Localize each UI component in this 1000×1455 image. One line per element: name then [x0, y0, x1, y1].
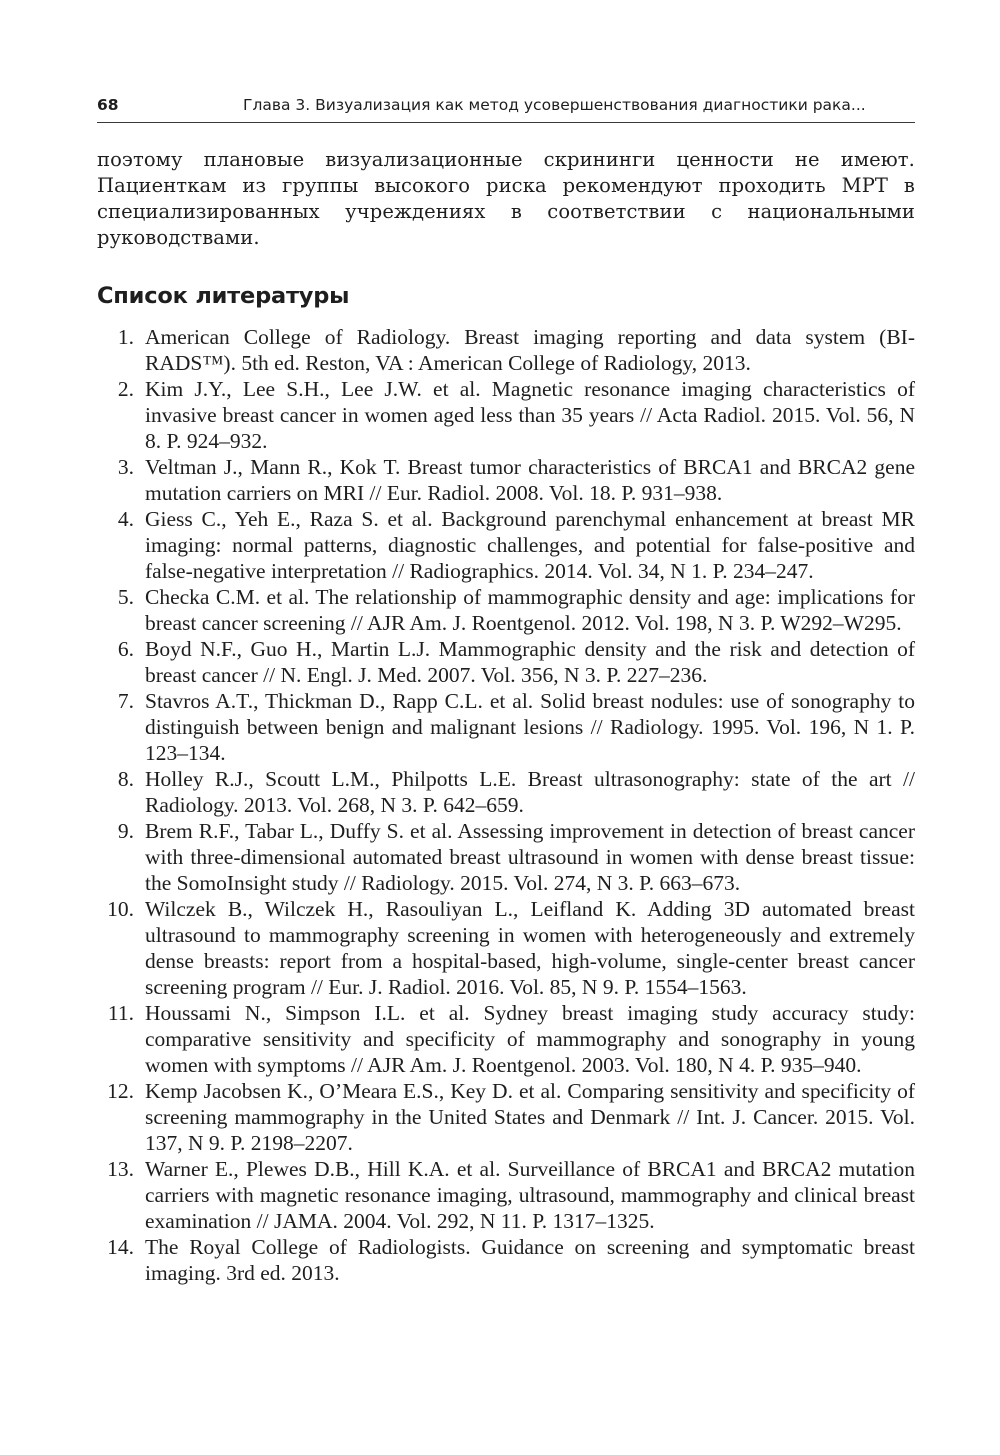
reference-text: Houssami N., Simpson I.L. et al. Sydney breast imaging study accuracy study: comparative sensitivity and specificity of mammography and sonography in young women with symptoms // AJR Am. J. Roentgenol. 2003. Vol. 180, N 4. P. 935–940. [145, 1001, 915, 1077]
reference-item [97, 584, 915, 636]
reference-number: 1. [117, 325, 134, 349]
reference-text: Holley R.J., Scoutt L.M., Philpotts L.E. Breast ultrasonography: state of the art // Radiology. 2013. Vol. 268, N 3. P. 642–659. [145, 767, 915, 817]
reference-text: Brem R.F., Tabar L., Duffy S. et al. Assessing improvement in detection of breast cancer with three-dimensional automated breast ultrasound in women with dense breast tissue: the SomoInsight study // Radiology. 2015. Vol. 274, N 3. P. 663–673. [145, 819, 915, 895]
reference-number: 10. [107, 897, 134, 921]
reference-item [97, 896, 915, 1000]
chapter-title: Глава 3. Визуализация как метод усовершенствования диагностики рака... [243, 96, 866, 114]
reference-text: Boyd N.F., Guo H., Martin L.J. Mammographic density and the risk and detection of breast cancer // N. Engl. J. Med. 2007. Vol. 356, N 3. P. 227–236. [145, 637, 915, 687]
reference-number: 12. [107, 1079, 134, 1103]
reference-item [97, 454, 915, 506]
page-number: 68 [97, 96, 119, 114]
reference-number: 7. [117, 689, 134, 713]
reference-text: American College of Radiology. Breast imaging reporting and data system (BI-RADS™). 5th ed. Reston, VA : American College of Radiology, 2013. [145, 325, 915, 375]
reference-item [97, 818, 915, 896]
intro-paragraph: поэтому плановые визуализационные скрининги ценности не имеют. Пациенткам из группы высокого риска рекомендуют проходить МРТ в специализированных учреждениях в соответствии с национальными руководствами. [97, 148, 915, 249]
reference-text: Veltman J., Mann R., Kok T. Breast tumor characteristics of BRCA1 and BRCA2 gene mutation carriers on MRI // Eur. Radiol. 2008. Vol. 18. P. 931–938. [145, 455, 915, 505]
reference-item [97, 636, 915, 688]
reference-text: Wilczek B., Wilczek H., Rasouliyan L., Leifland K. Adding 3D automated breast ultrasound to mammography screening in women with heterogeneously and extremely dense breasts: report from a hospital-based, high-volume, single-center breast cancer screening program // Eur. J. Radiol. 2016. Vol. 85, N 9. P. 1554–1563. [145, 897, 915, 999]
reference-number: 4. [117, 507, 134, 531]
book-page [97, 96, 915, 1286]
reference-item [97, 1078, 915, 1156]
reference-text: Kim J.Y., Lee S.H., Lee J.W. et al. Magnetic resonance imaging characteristics of invasive breast cancer in women aged less than 35 years // Acta Radiol. 2015. Vol. 56, N 8. P. 924–932. [145, 377, 915, 453]
reference-item [97, 688, 915, 766]
reference-text: The Royal College of Radiologists. Guidance on screening and symptomatic breast imaging. 3rd ed. 2013. [145, 1235, 915, 1285]
reference-number: 11. [107, 1001, 134, 1025]
running-header [97, 96, 915, 123]
reference-text: Kemp Jacobsen K., O’Meara E.S., Key D. et al. Comparing sensitivity and specificity of screening mammography in the United States and Denmark // Int. J. Cancer. 2015. Vol. 137, N 9. P. 2198–2207. [145, 1079, 915, 1155]
reference-text: Giess C., Yeh E., Raza S. et al. Background parenchymal enhancement at breast MR imaging: normal patterns, diagnostic challenges, and potential for false-positive and false-negative interpretation // Radiographics. 2014. Vol. 34, N 1. P. 234–247. [145, 507, 915, 583]
reference-item [97, 766, 915, 818]
reference-item [97, 1000, 915, 1078]
reference-number: 3. [117, 455, 134, 479]
reference-item [97, 324, 915, 376]
reference-number: 8. [117, 767, 134, 791]
reference-item [97, 506, 915, 584]
reference-number: 14. [107, 1235, 134, 1259]
reference-number: 6. [117, 637, 134, 661]
reference-number: 2. [117, 377, 134, 401]
references-heading: Список литературы [97, 283, 350, 309]
reference-text: Checka C.M. et al. The relationship of mammographic density and age: implications for breast cancer screening // AJR Am. J. Roentgenol. 2012. Vol. 198, N 3. P. W292–W295. [145, 585, 915, 635]
reference-number: 9. [117, 819, 134, 843]
reference-list [97, 324, 915, 1286]
reference-number: 5. [117, 585, 134, 609]
reference-item [97, 376, 915, 454]
reference-text: Stavros A.T., Thickman D., Rapp C.L. et al. Solid breast nodules: use of sonography to distinguish between benign and malignant lesions // Radiology. 1995. Vol. 196, N 1. P. 123–134. [145, 689, 915, 765]
reference-number: 13. [107, 1157, 134, 1181]
reference-item [97, 1234, 915, 1286]
reference-text: Warner E., Plewes D.B., Hill K.A. et al. Surveillance of BRCA1 and BRCA2 mutation carriers with magnetic resonance imaging, ultrasound, mammography and clinical breast examination // JAMA. 2004. Vol. 292, N 11. P. 1317–1325. [145, 1157, 915, 1233]
reference-item [97, 1156, 915, 1234]
